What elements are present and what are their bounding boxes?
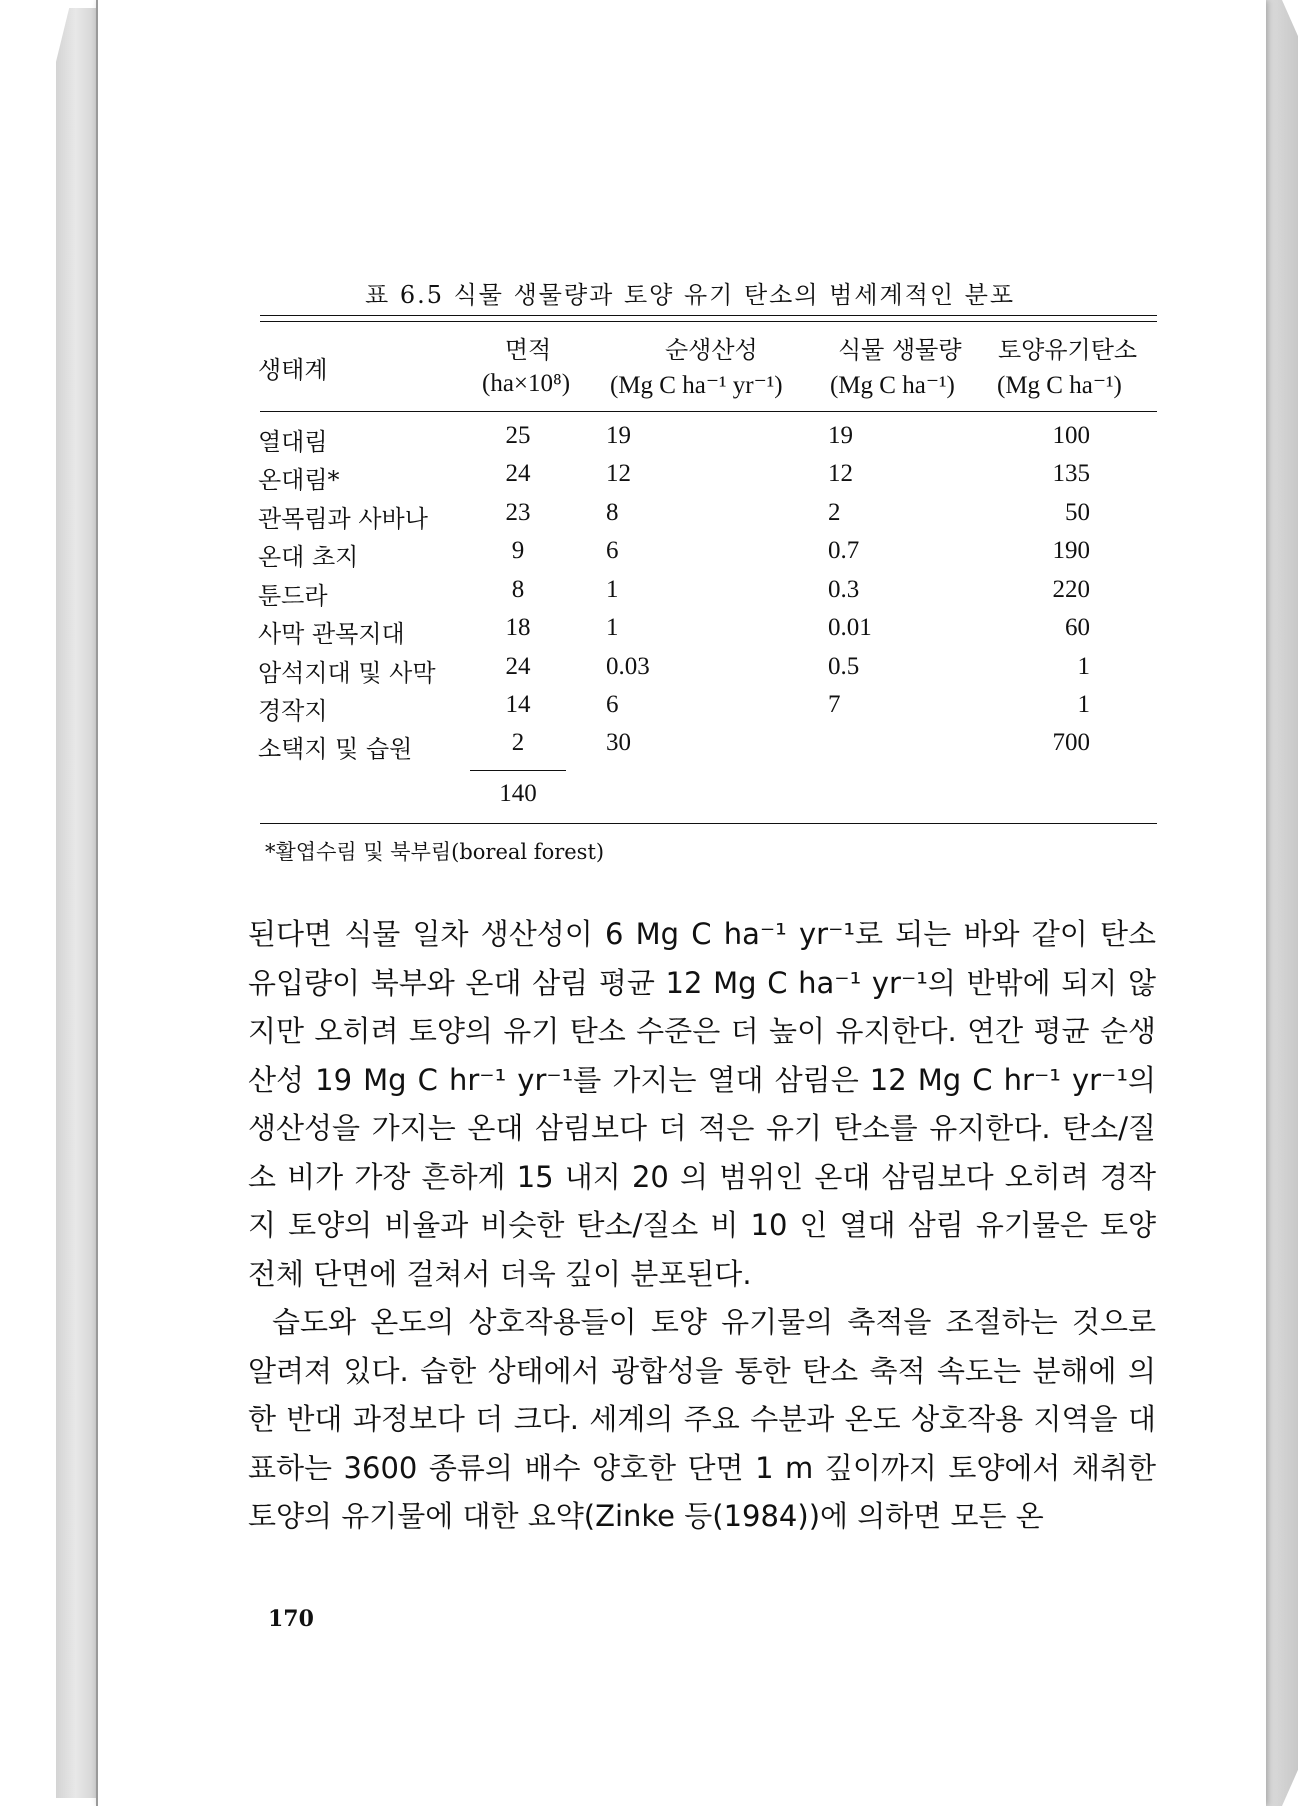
row-ecosystem: 온대림* bbox=[258, 466, 340, 494]
row-ecosystem: 툰드라 bbox=[258, 582, 328, 610]
row-soil: 1 bbox=[1077, 653, 1090, 680]
row-area: 18 bbox=[505, 614, 531, 641]
row-npp: 8 bbox=[606, 499, 619, 526]
row-biomass: 19 bbox=[828, 422, 853, 449]
header-biomass: 식물 생물량 bbox=[838, 336, 962, 364]
row-biomass: 0.3 bbox=[828, 576, 860, 603]
row-npp: 1 bbox=[606, 576, 619, 603]
row-npp: 19 bbox=[606, 422, 631, 449]
table-bottom-rule bbox=[260, 823, 1157, 824]
row-area: 24 bbox=[505, 460, 531, 487]
row-ecosystem: 열대림 bbox=[258, 428, 328, 456]
row-soil: 60 bbox=[1065, 614, 1090, 641]
header-npp: 순생산성 bbox=[665, 336, 758, 364]
row-biomass: 0.7 bbox=[828, 537, 860, 564]
row-area: 8 bbox=[511, 576, 525, 603]
row-ecosystem: 온대 초지 bbox=[258, 543, 359, 571]
row-biomass: 12 bbox=[828, 460, 853, 487]
total-area: 140 bbox=[499, 780, 537, 807]
row-npp: 0.03 bbox=[606, 653, 650, 680]
row-npp: 12 bbox=[606, 460, 631, 487]
row-soil: 700 bbox=[1052, 729, 1090, 756]
row-ecosystem: 경작지 bbox=[258, 697, 328, 725]
row-npp: 30 bbox=[606, 729, 631, 756]
table-top-rule bbox=[260, 315, 1157, 316]
row-soil: 100 bbox=[1052, 422, 1090, 449]
row-area: 24 bbox=[505, 653, 531, 680]
header-soil: 토양유기탄소 bbox=[998, 336, 1138, 364]
table-footnote: *활엽수림 및 북부림(boreal forest) bbox=[265, 840, 605, 864]
table-top-rule-inner bbox=[260, 321, 1157, 322]
row-soil: 190 bbox=[1052, 537, 1090, 564]
row-soil: 220 bbox=[1052, 576, 1090, 603]
row-biomass: 0.01 bbox=[828, 614, 872, 641]
paragraph: 된다면 식물 일차 생산성이 6 Mg C ha⁻¹ yr⁻¹로 되는 바와 같이 탄소 유입량이 북부와 온대 삼림 평균 12 Mg C ha⁻¹ yr⁻¹의 반밖에 되지 않지만 오히려 토양의 유기 탄소 수준은 더 높이 유지한다. 연간 평균 순생산성 19 Mg C hr⁻¹ yr⁻¹를 가지는 열대 삼림은 12 Mg C hr⁻¹ yr⁻¹의 생산성을 가지는 온대 삼림보다 더 적은 유기 탄소를 유지한다. 탄소/질소 비가 가장 흔하게 15 내지 20 의 범위인 온대 삼림보다 오히려 경작지 토양의 비율과 비슷한 탄소/질소 비 10 인 열대 삼림 유기물은 토양 전체 단면에 걸쳐서 더욱 깊이 분포된다. bbox=[248, 917, 1156, 1291]
row-ecosystem: 관목림과 사바나 bbox=[258, 505, 428, 533]
row-area: 9 bbox=[511, 537, 525, 564]
row-biomass: 0.5 bbox=[828, 653, 860, 680]
row-biomass: 7 bbox=[828, 691, 841, 718]
paragraph: 습도와 온도의 상호작용들이 토양 유기물의 축적을 조절하는 것으로 알려져 있다. 습한 상태에서 광합성을 통한 탄소 축적 속도는 분해에 의한 반대 과정보다 더 크다. 세계의 주요 수분과 온도 상호작용 지역을 대표하는 3600 종류의 배수 양호한 단면 1 m 깊이까지 토양에서 채취한 토양의 유기물에 대한 요약(Zinke 등(1984))에 의하면 모든 온 bbox=[248, 1305, 1156, 1533]
header-soil-unit: (Mg C ha⁻¹) bbox=[997, 372, 1122, 399]
header-area-unit: (ha×10⁸) bbox=[482, 370, 571, 397]
row-npp: 1 bbox=[606, 614, 619, 641]
row-area: 2 bbox=[511, 729, 525, 756]
table-header-rule bbox=[260, 411, 1157, 412]
body-text bbox=[248, 910, 1156, 1541]
header-npp-unit: (Mg C ha⁻¹ yr⁻¹) bbox=[610, 372, 783, 399]
header-area: 면적 bbox=[504, 336, 552, 364]
row-soil: 135 bbox=[1052, 460, 1090, 487]
page-number: 170 bbox=[268, 1606, 314, 1632]
row-npp: 6 bbox=[606, 537, 619, 564]
book-spine-edge bbox=[56, 8, 100, 1798]
header-ecosystem: 생태계 bbox=[258, 356, 328, 384]
row-ecosystem: 암석지대 및 사막 bbox=[258, 659, 436, 687]
row-soil: 50 bbox=[1065, 499, 1090, 526]
row-area: 25 bbox=[505, 422, 531, 449]
table-caption: 표 6.5 식물 생물량과 토양 유기 탄소의 범세계적인 분포 bbox=[365, 281, 1016, 309]
row-soil: 1 bbox=[1077, 691, 1090, 718]
row-npp: 6 bbox=[606, 691, 619, 718]
row-ecosystem: 사막 관목지대 bbox=[258, 620, 405, 648]
row-area: 14 bbox=[505, 691, 531, 718]
total-sum-rule bbox=[470, 770, 566, 771]
header-biomass-unit: (Mg C ha⁻¹) bbox=[830, 372, 955, 399]
row-area: 23 bbox=[505, 499, 531, 526]
row-biomass: 2 bbox=[828, 499, 841, 526]
row-ecosystem: 소택지 및 습원 bbox=[258, 735, 413, 763]
